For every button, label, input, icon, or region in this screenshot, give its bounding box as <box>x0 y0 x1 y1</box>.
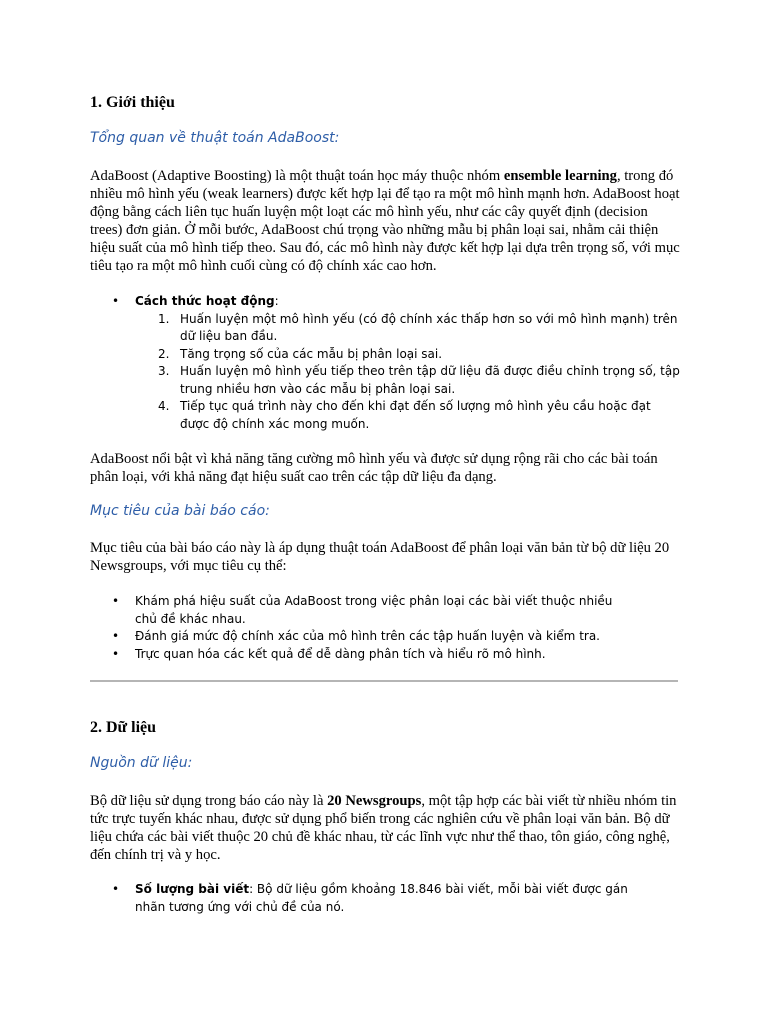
intro-text-start: AdaBoost (Adaptive Boosting) là một thuật toán học máy thuộc nhóm <box>90 168 504 184</box>
how-it-works-label: Cách thức hoạt động <box>135 294 275 308</box>
intro-paragraph <box>90 167 680 275</box>
overview-subheading: Tổng quan về thuật toán AdaBoost: <box>90 130 340 146</box>
section-2-heading: 2. Dữ liệu <box>90 719 157 736</box>
newsgroups-term: 20 Newsgroups <box>327 793 422 809</box>
list-item-step-1: 1. Huấn luyện một mô hình yếu (có độ chính xác thấp hơn so với mô hình mạnh) trên dữ liệu ban đầu. <box>158 311 678 343</box>
bullet-icon: • <box>112 629 120 643</box>
source-subheading: Nguồn dữ liệu: <box>90 755 193 771</box>
goal-paragraph: Mục tiêu của bài báo cáo này là áp dụng thuật toán AdaBoost để phân loại văn bản từ bộ dữ liệu 20 Newsgroups, với mục tiêu cụ thể: <box>90 540 670 574</box>
how-it-works-list <box>90 293 680 433</box>
article-count-label: Số lượng bài viết <box>135 882 250 896</box>
bullet-icon: • <box>112 294 120 308</box>
list-item-step-2: 2. Tăng trọng số của các mẫu bị phân loại sai. <box>158 346 443 361</box>
closing-paragraph: AdaBoost nổi bật vì khả năng tăng cường mô hình yếu và được sử dụng rộng rãi cho các bài toán phân loại, với khả năng đạt hiệu suất cao trên các tập dữ liệu đa dạng. <box>90 451 658 485</box>
goal-subheading: Mục tiêu của bài báo cáo: <box>90 503 270 519</box>
source-paragraph: Bộ dữ liệu sử dụng trong báo cáo này là 20 Newsgroups, một tập hợp các bài viết từ nhiều nhóm tin tức trực tuyến khác nhau, được sử dụng phổ biến trong các nghiên cứu về phân loại văn bản. Bộ dữ liệu chứa các bài viết thuộc 20 chủ đề khác nhau, từ các lĩnh vực như thể thao, tôn giáo, công nghệ, đến chính trị và y học. <box>90 793 677 863</box>
bullet-icon: • <box>112 646 120 661</box>
list-item: • Cách thức hoạt động: <box>90 293 680 311</box>
bullet-icon: • <box>112 882 120 896</box>
list-item: • Số lượng bài viết: Bộ dữ liệu gồm khoảng 18.846 bài viết, mỗi bài viết được gán nhãn tương ứng với chủ đề của nó. <box>112 882 628 914</box>
list-item-step-4: 4. Tiếp tục quá trình này cho đến khi đạt đến số lượng mô hình yêu cầu hoặc đạt được độ chính xác mong muốn. <box>158 399 651 431</box>
bullet-icon: • <box>112 594 120 608</box>
list-item: • Trực quan hóa các kết quả để dễ dàng phân tích và hiểu rõ mô hình. <box>90 646 680 664</box>
list-item-step-3: 3. Huấn luyện mô hình yếu tiếp theo trên tập dữ liệu đã được điều chỉnh trọng số, tập trung nhiều hơn vào các mẫu bị phân loại sai. <box>158 364 680 396</box>
ensemble-learning-term: ensemble learning <box>503 168 617 184</box>
section-1-heading: 1. Giới thiệu <box>90 94 175 111</box>
list-item: • Đánh giá mức độ chính xác của mô hình trên các tập huấn luyện và kiểm tra. <box>90 628 680 646</box>
list-item: • Khám phá hiệu suất của AdaBoost trong việc phân loại các bài viết thuộc nhiều chủ đề khác nhau. <box>112 594 613 626</box>
data-details-list <box>90 881 680 916</box>
section-divider <box>90 680 678 682</box>
intro-text-rest: , trong đó nhiều mô hình yếu (weak learners) được kết hợp lại để tạo ra một mô hình mạnh hơn. AdaBoost hoạt động bằng cách liên tục huấn luyện một loạt các mô hình yếu, như các cây quyết định (decision trees) đơn giản. Ở mỗi bước, AdaBoost chú trọng vào những mẫu bị phân loại sai, nhằm cải thiện hiệu suất của mô hình tiếp theo. Sau đó, các mô hình này được kết hợp lại dựa trên trọng số, với mục tiêu tạo ra một mô hình cuối cùng có độ chính xác cao hơn. <box>90 168 680 274</box>
goals-list <box>90 593 680 663</box>
